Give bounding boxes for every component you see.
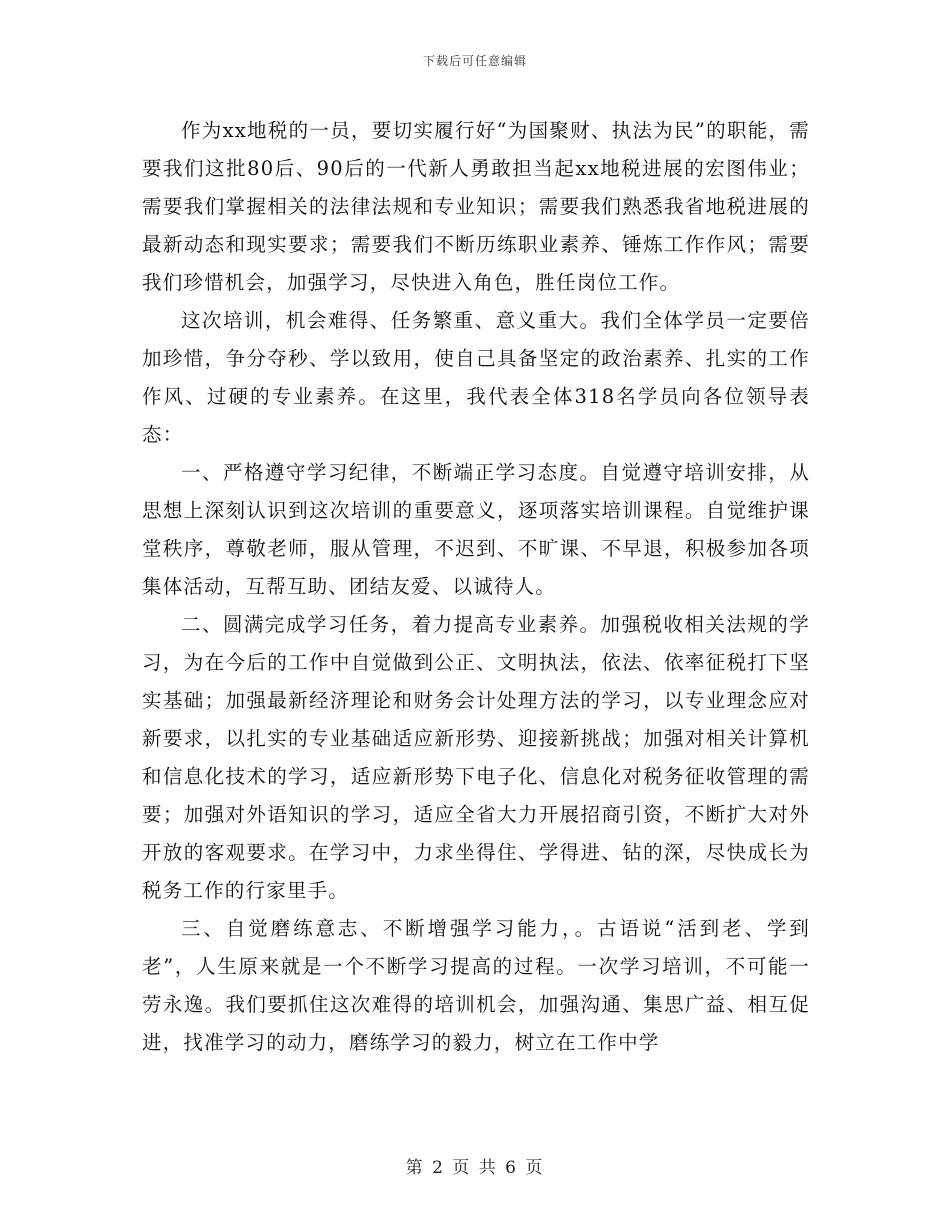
paragraph: 二、圆满完成学习任务，着力提高专业素养。加强税收相关法规的学习，为在今后的工作中自觉做到公正、文明执法，依法、依率征税打下坚实基础；加强最新经济理论和财务会计处理方法的学习，以专业理念应对新要求，以扎实的专业基础适应新形势、迎接新挑战；加强对相关计算机和信息化技术的学习，适应新形势下电子化、信息化对税务征收管理的需要；加强对外语知识的学习，适应全省大力开展招商引资，不断扩大对外开放的客观要求。在学习中，力求坐得住、学得进、钻的深，尽快成长为税务工作的行家里手。	[142, 613, 810, 902]
paragraph: 三、自觉磨练意志、不断增强学习能力，。古语说“活到老、学到老”，人生原来就是一个不断学习提高的过程。一次学习培训，不可能一劳永逸。我们要抓住这次难得的培训机会，加强沟通、集思广益、相互促进，找准学习的动力，磨练学习的毅力，树立在工作中学	[142, 917, 810, 1054]
page-header-note: 下载后可任意编辑	[422, 54, 527, 68]
paragraph: 作为xx地税的一员，要切实履行好“为国聚财、执法为民”的职能，需要我们这批80后、90后的一代新人勇敢担当起xx地税进展的宏图伟业；需要我们掌握相关的法律法规和专业知识；需要我们熟悉我省地税进展的最新动态和现实要求；需要我们不断历练职业素养、锤炼工作作风；需要我们珍惜机会，加强学习，尽快进入角色，胜任岗位工作。	[142, 119, 810, 294]
document-body	[142, 112, 810, 1062]
page-number-footer: 第 2 页 共 6 页	[405, 1158, 545, 1178]
paragraph: 一、严格遵守学习纪律，不断端正学习态度。自觉遵守培训安排，从思想上深刻认识到这次培训的重要意义，逐项落实培训课程。自觉维护课堂秩序，尊敬老师，服从管理，不迟到、不旷课、不早退，积极参加各项集体活动，互帮互助、团结友爱、以诚待人。	[142, 461, 810, 598]
paragraph: 这次培训，机会难得、任务繁重、意义重大。我们全体学员一定要倍加珍惜，争分夺秒、学以致用，使自己具备坚定的政治素养、扎实的工作作风、过硬的专业素养。在这里，我代表全体318名学员向各位领导表态：	[142, 309, 810, 446]
